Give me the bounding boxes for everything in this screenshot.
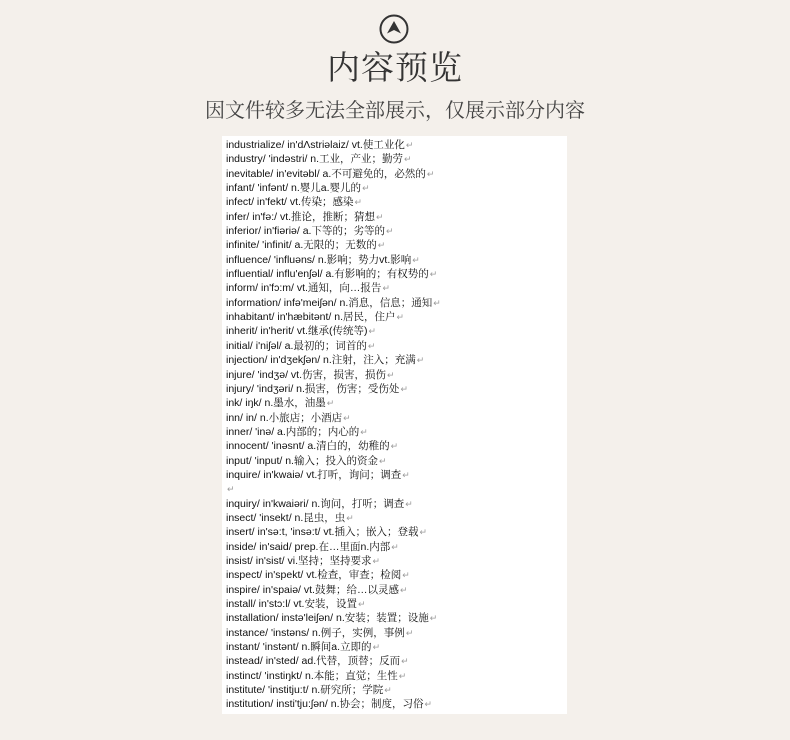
- line-text: institute/ 'institju:t/ n.研究所；学院: [226, 684, 384, 697]
- paragraph-mark: ↵: [377, 240, 386, 251]
- document-line: [226, 425, 567, 439]
- paragraph-mark: ↵: [429, 269, 438, 280]
- document-line: [226, 310, 567, 324]
- line-text: industry/ 'indəstri/ n.工业，产业；勤劳: [226, 153, 404, 166]
- paragraph-mark: ↵: [346, 512, 354, 523]
- document-line: [226, 138, 567, 152]
- line-text: initial/ i'niʃəl/ a.最初的；词首的: [226, 339, 367, 352]
- paragraph-mark: ↵: [385, 226, 394, 237]
- paragraph-mark: ↵: [401, 656, 409, 667]
- document-line: [226, 324, 567, 338]
- document-line: [226, 382, 567, 396]
- line-text: influential/ influ'enʃəl/ a.有影响的；有权势的: [226, 268, 429, 281]
- line-text: insert/ in'sə:t, 'insə:t/ vt.插入；嵌入；登载: [226, 526, 419, 539]
- document-line: [226, 511, 567, 525]
- paragraph-mark: ↵: [405, 498, 413, 509]
- paragraph-mark: ↵: [326, 398, 335, 409]
- paragraph-mark: ↵: [424, 699, 433, 710]
- line-text: injection/ in'dʒekʃən/ n.注射，注入；充满: [226, 354, 416, 367]
- paragraph-mark: ↵: [227, 484, 235, 495]
- document-line: [226, 167, 567, 181]
- line-text: insect/ 'insekt/ n.昆虫，虫: [226, 511, 346, 524]
- line-text: inhabitant/ in'hæbitənt/ n.居民，住户: [226, 311, 396, 324]
- paragraph-mark: ↵: [400, 383, 408, 394]
- paragraph-mark: ↵: [402, 469, 410, 480]
- line-text: infect/ in'fekt/ vt.传染；感染: [226, 196, 354, 209]
- paragraph-mark: ↵: [419, 527, 428, 538]
- paragraph-mark: ↵: [398, 670, 407, 681]
- line-text: installation/ instə'leiʃən/ n.安装；装置；设施: [226, 612, 429, 625]
- paragraph-mark: ↵: [343, 412, 351, 423]
- paragraph-mark: ↵: [378, 455, 387, 466]
- document-line: [226, 454, 567, 468]
- document-line: [226, 195, 567, 209]
- line-text: inquire/ in'kwaiə/ vt.打听，询问；调查: [226, 468, 402, 481]
- paragraph-mark: ↵: [368, 326, 376, 337]
- document-line: [226, 152, 567, 166]
- paragraph-mark: ↵: [391, 541, 399, 552]
- line-text: instead/ in'sted/ ad.代替，顶替；反而: [226, 655, 401, 668]
- paragraph-mark: ↵: [387, 369, 395, 380]
- document-line: [226, 540, 567, 554]
- line-text: inspect/ in'spekt/ vt.检查，审查；检阅: [226, 569, 402, 582]
- document-line: [226, 281, 567, 295]
- document-line: [226, 626, 567, 640]
- document-line: [226, 439, 567, 453]
- line-text: inside/ in'said/ prep.在…里面n.内部: [226, 540, 391, 553]
- document-line: [226, 683, 567, 697]
- line-text: insist/ in'sist/ vi.坚持；坚持要求: [226, 554, 372, 567]
- page-title: 内容预览: [327, 48, 463, 87]
- paragraph-mark: ↵: [429, 613, 438, 624]
- up-arrow-circle-icon: [379, 14, 409, 44]
- line-text: instant/ 'instənt/ n.瞬间a.立即的: [226, 641, 372, 654]
- line-text: infinite/ 'infinit/ a.无限的；无数的: [226, 239, 377, 252]
- document-line: [226, 253, 567, 267]
- document-line: [226, 583, 567, 597]
- line-text: innocent/ 'inəsnt/ a.清白的，幼稚的: [226, 440, 390, 453]
- document-line: [226, 597, 567, 611]
- paragraph-mark: ↵: [405, 627, 414, 638]
- paragraph-mark: ↵: [404, 154, 412, 165]
- paragraph-mark: ↵: [396, 312, 405, 323]
- line-text: input/ 'input/ n.输入；投入的资金: [226, 454, 378, 467]
- line-text: ink/ iŋk/ n.墨水，油墨: [226, 397, 326, 410]
- paragraph-mark: ↵: [360, 426, 368, 437]
- document-line: [226, 640, 567, 654]
- document-line: [226, 396, 567, 410]
- document-line: [226, 568, 567, 582]
- paragraph-mark: ↵: [354, 197, 362, 208]
- document-line: [226, 554, 567, 568]
- paragraph-mark: ↵: [399, 584, 408, 595]
- line-text: inferior/ in'fiəriə/ a.下等的；劣等的: [226, 225, 385, 238]
- document-line: [226, 296, 567, 310]
- document-line: [226, 411, 567, 425]
- document-line: [226, 210, 567, 224]
- line-text: inherit/ in'herit/ vt.继承(传统等): [226, 325, 368, 338]
- paragraph-mark: ↵: [390, 441, 399, 452]
- line-text: industrialize/ in'dΛstriəlaiz/ vt.使工业化: [226, 139, 405, 151]
- document-line: [226, 654, 567, 668]
- paragraph-mark: ↵: [412, 254, 420, 265]
- paragraph-mark: ↵: [426, 168, 435, 179]
- paragraph-mark: ↵: [402, 570, 410, 581]
- document-line: [226, 468, 567, 482]
- line-text: inspire/ in'spaiə/ vt.鼓舞；给…以灵感: [226, 583, 399, 596]
- line-text: influence/ 'influəns/ n.影响；势力vt.影响: [226, 253, 412, 266]
- line-text: institution/ insti'tju:ʃən/ n.协会；制度，习俗: [226, 698, 424, 711]
- document-line: [226, 497, 567, 511]
- paragraph-mark: ↵: [372, 642, 381, 653]
- document-line: [226, 669, 567, 683]
- line-text: inquiry/ in'kwaiəri/ n.询问，打听；调查: [226, 497, 405, 510]
- paragraph-mark: ↵: [416, 355, 425, 366]
- document-line: [226, 267, 567, 281]
- line-text: information/ infə'meiʃən/ n.消息，信息；通知: [226, 296, 433, 309]
- paragraph-mark: ↵: [433, 297, 441, 308]
- document-line: [226, 238, 567, 252]
- paragraph-mark: ↵: [376, 211, 384, 222]
- document-line: [226, 339, 567, 353]
- line-text: injury/ 'indʒəri/ n.损害，伤害；受伤处: [226, 382, 400, 395]
- document-line: [226, 482, 567, 496]
- line-text: install/ in'stɔ:l/ vt.安装，设置: [226, 598, 357, 610]
- document-line: [226, 697, 567, 711]
- line-text: injure/ 'indʒə/ vt.伤害，损害，损伤: [226, 368, 387, 381]
- line-text: inn/ in/ n.小旅店；小酒店: [226, 411, 343, 424]
- line-text: infer/ in'fə:/ vt.推论，推断；猜想: [226, 210, 376, 223]
- document-preview: [222, 136, 567, 714]
- paragraph-mark: ↵: [362, 183, 370, 194]
- line-text: inform/ in'fɔ:m/ vt.通知，向…报告: [226, 282, 382, 295]
- document-lines: [222, 136, 567, 712]
- line-text: instance/ 'instəns/ n.例子，实例，事例: [226, 626, 405, 639]
- document-line: [226, 353, 567, 367]
- document-line: [226, 611, 567, 625]
- line-text: infant/ 'infənt/ n.婴儿a.婴儿的: [226, 182, 362, 195]
- line-text: inner/ 'inə/ a.内部的；内心的: [226, 425, 360, 438]
- paragraph-mark: ↵: [372, 555, 381, 566]
- paragraph-mark: ↵: [367, 340, 376, 351]
- document-line: [226, 525, 567, 539]
- paragraph-mark: ↵: [357, 599, 366, 609]
- document-line: [226, 368, 567, 382]
- paragraph-mark: ↵: [405, 140, 414, 150]
- paragraph-mark: ↵: [384, 685, 392, 696]
- line-text: instinct/ 'instiŋkt/ n.本能；直觉；生性: [226, 669, 398, 682]
- line-text: inevitable/ in'evitəbl/ a.不可避免的，必然的: [226, 167, 426, 180]
- paragraph-mark: ↵: [382, 283, 390, 294]
- page-subtitle: 因文件较多无法全部展示，仅展示部分内容: [205, 98, 585, 122]
- document-line: [226, 181, 567, 195]
- document-line: [226, 224, 567, 238]
